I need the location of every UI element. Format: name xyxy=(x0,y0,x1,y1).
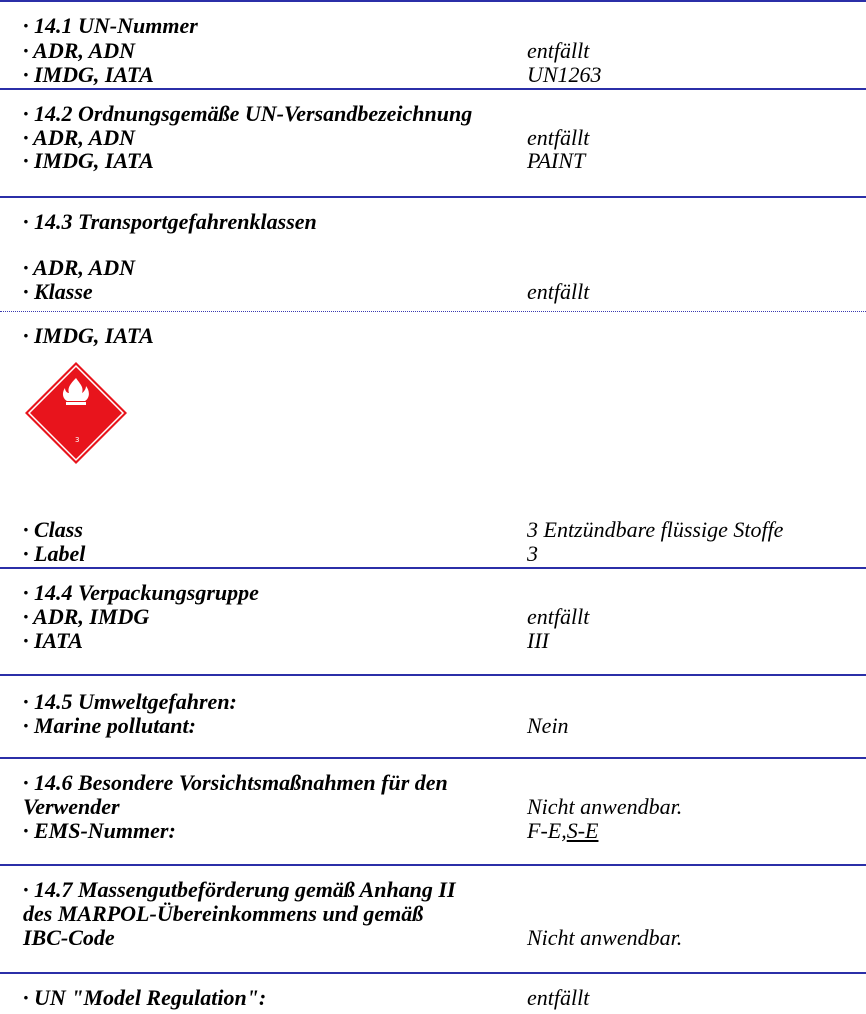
row-label: · IATA xyxy=(23,628,83,653)
row-value: PAINT xyxy=(527,148,586,173)
ems-spill-code-link[interactable]: S-E xyxy=(566,818,599,843)
row-label: · ADR, IMDG xyxy=(23,604,150,629)
row-label: · ADR, ADN xyxy=(23,38,136,63)
ems-number-value xyxy=(527,819,598,842)
section-14-4 xyxy=(0,569,866,676)
section-title-continuation: des MARPOL-Übereinkommens und gemäß xyxy=(23,901,424,926)
row-value: entfällt xyxy=(527,38,590,63)
section-14-7 xyxy=(0,866,866,974)
section-title: · IMDG, IATA xyxy=(23,323,154,348)
sub-heading: · ADR, ADN xyxy=(23,255,136,280)
section-un-model-regulation xyxy=(0,974,866,1014)
row-value: Nicht anwendbar. xyxy=(527,794,683,819)
section-title: · 14.6 Besondere Vorsichtsmaßnahmen für den xyxy=(23,770,448,795)
row-value: III xyxy=(527,628,549,653)
row-value: 3 xyxy=(527,541,538,566)
ems-fire-code: F-E, xyxy=(527,818,567,843)
section-title: · 14.7 Massengutbeförderung gemäß Anhang II xyxy=(23,877,456,902)
row-label: · ADR, ADN xyxy=(23,125,136,150)
section-title: · 14.2 Ordnungsgemäße UN-Versandbezeichnung xyxy=(23,101,473,126)
row-label: · EMS-Nummer: xyxy=(23,818,176,843)
row-label: · UN "Model Regulation": xyxy=(23,985,267,1010)
row-value: entfällt xyxy=(527,279,590,304)
section-14-6 xyxy=(0,759,866,866)
row-label: · Class xyxy=(23,517,83,542)
section-14-1 xyxy=(0,0,866,90)
row-label: · IMDG, IATA xyxy=(23,148,154,173)
section-14-2 xyxy=(0,90,866,198)
row-value: Nicht anwendbar. xyxy=(527,925,683,950)
row-value: entfällt xyxy=(527,985,590,1010)
placard-class-number: 3 xyxy=(75,436,80,444)
row-value: UN1263 xyxy=(527,62,602,87)
section-title: · 14.4 Verpackungsgruppe xyxy=(23,580,259,605)
row-label: · Label xyxy=(23,541,86,566)
flammable-liquid-diamond-icon xyxy=(23,360,129,466)
row-label: · IMDG, IATA xyxy=(23,62,154,87)
section-title: · 14.5 Umweltgefahren: xyxy=(23,689,237,714)
row-value: entfällt xyxy=(527,604,590,629)
row-value: entfällt xyxy=(527,125,590,150)
section-title-continuation: IBC-Code xyxy=(23,925,115,950)
section-14-5 xyxy=(0,676,866,759)
row-value: Nein xyxy=(527,713,569,738)
section-title: · 14.3 Transportgefahrenklassen xyxy=(23,209,317,234)
section-title-continuation: Verwender xyxy=(23,794,120,819)
row-label: · Klasse xyxy=(23,279,93,304)
row-value: 3 Entzündbare flüssige Stoffe xyxy=(527,517,784,542)
section-title: · 14.1 UN-Nummer xyxy=(23,13,198,38)
section-14-3 xyxy=(0,198,866,312)
row-label: · Marine pollutant: xyxy=(23,713,196,738)
section-imdg-iata xyxy=(0,312,866,569)
